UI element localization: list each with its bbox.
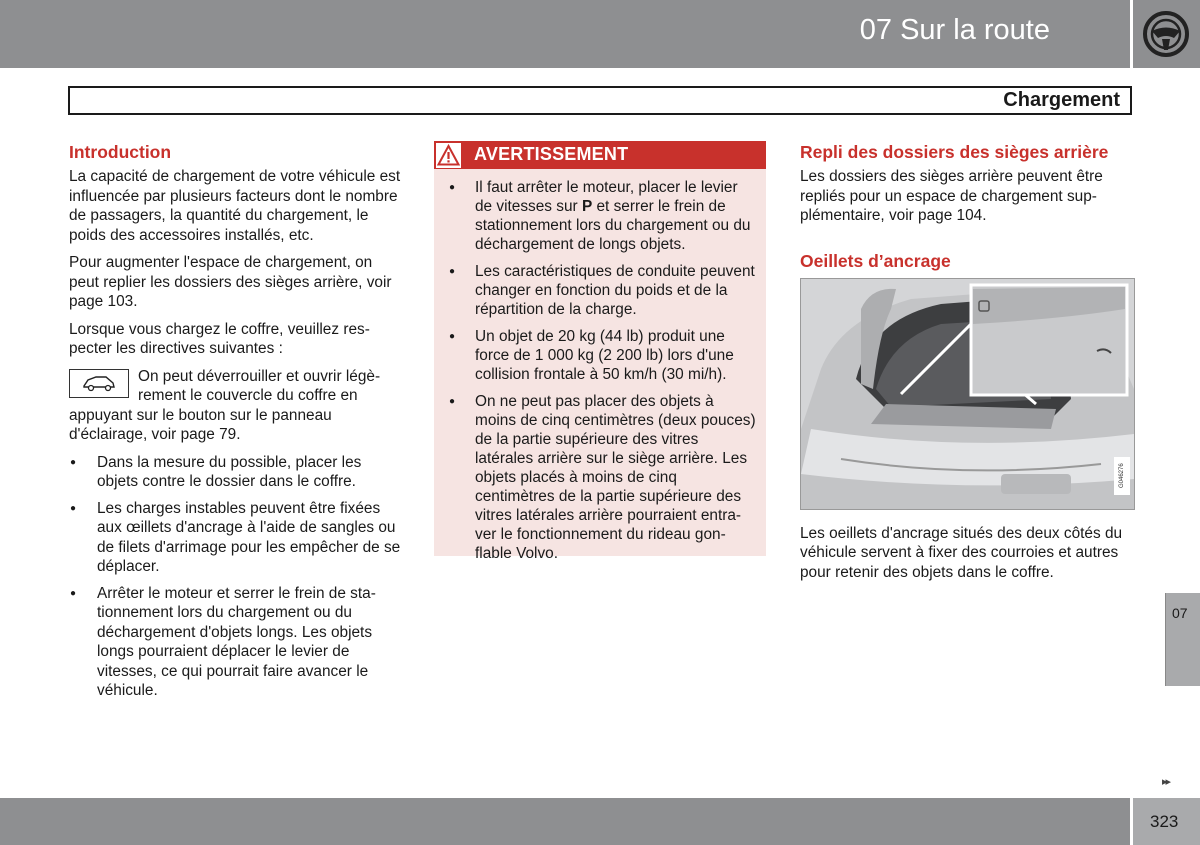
list-item: ● Un objet de 20 kg (44 lb) produit une force de 1 000 kg (2 200 lb) lors d'une collision frontale à 50 km/h (30 mi/h). — [448, 327, 756, 384]
header-bar — [0, 0, 1130, 68]
page-number: 323 — [1150, 812, 1179, 831]
intro-heading: Introduction — [69, 142, 172, 162]
tailgate-note-text: On peut déverrouiller et ouvrir légèrement le couvercle du coffre en appuyant sur le bouton sur le panneau d'éclairage, voir page 79. — [69, 367, 381, 443]
seat-fold-heading: Repli des dossiers des sièges arrière — [800, 142, 1109, 162]
chapter-icon-box — [1133, 0, 1200, 68]
warning-title: AVERTISSEMENT — [474, 144, 629, 164]
section-header — [68, 86, 1132, 115]
side-tab-label: 07 — [1172, 605, 1188, 621]
list-item: ● Dans la mesure du possible, placer les objets contre le dossier dans le coffre. — [69, 453, 404, 492]
warning-box — [434, 141, 766, 562]
list-item: ● Arrêter le moteur et serrer le frein de stationnement lors du chargement ou du déchargement d'objets longs. Les objets longs pourraient déplacer le levier de vitesses, ce qui pourrait faire avancer le véhicule. — [69, 584, 404, 701]
right-column — [800, 141, 1125, 590]
image-code: G046276 — [1114, 457, 1130, 495]
anchor-caption: Les oeillets d'ancrage situés des deux côtés du véhicule servent à fixer des courroies et autres pour retenir des objets dans le coffre. — [800, 524, 1123, 581]
list-item: ● Il faut arrêter le moteur, placer le levier de vitesses sur P et serrer le frein de stationnement lors du chargement ou du déchargement de longs objets. — [448, 178, 756, 254]
list-item: ● Les caractéristiques de conduite peuvent changer en fonction du poids et de la répartition de la charge. — [448, 262, 756, 319]
tailgate-button-box — [69, 369, 129, 398]
next-page-icon: ▸▸ — [1162, 776, 1170, 788]
intro-paragraph-3: Lorsque vous chargez le coffre, veuillez respecter les directives suivantes : — [69, 320, 370, 357]
intro-paragraph-1: La capacité de chargement de votre véhicule est influencée par plusieurs facteurs dont le nombre de passagers, la quantité du chargement, le poids des accessoires installés, etc. — [69, 168, 401, 244]
car-trunk-illustration — [801, 279, 1134, 509]
section-title: Chargement — [1003, 89, 1120, 111]
seat-fold-paragraph: Les dossiers des sièges arrière peuvent être repliés pour un espace de chargement supplémentaire, voir page 104. — [800, 168, 1103, 224]
list-item: ● On ne peut pas placer des objets à moins de cinq centimètres (deux pouces) de la partie supérieure des vitres latérales arrière sur le siège arrière. Les objets placés à moins de cinq centimètres de la partie supérieure des vitres latérales arrière pourraient entraver le fonctionnement du rideau gonflable Volvo. — [448, 392, 756, 563]
chapter-side-tab — [1165, 593, 1200, 686]
anchor-heading: Oeillets d’ancrage — [800, 250, 951, 271]
intro-column — [69, 141, 404, 708]
tailgate-note — [69, 367, 404, 445]
warning-triangle-icon — [437, 144, 460, 167]
car-tailgate-icon — [82, 374, 116, 392]
warning-bullet-list — [434, 169, 766, 563]
warning-header — [434, 141, 766, 169]
chapter-title: 07 Sur la route — [859, 14, 1050, 46]
intro-paragraph-2: Pour augmenter l'espace de chargement, on peut replier les dossiers des sièges arrière, voir page 103. — [69, 254, 392, 310]
trunk-anchor-illustration — [800, 278, 1135, 510]
warning-triangle-box — [436, 143, 461, 168]
intro-bullet-list — [69, 453, 404, 701]
footer-bar — [0, 798, 1130, 845]
steering-wheel-icon — [1141, 9, 1191, 59]
list-item: ● Les charges instables peuvent être fixées aux œillets d'ancrage à l'aide de sangles ou de filets d'arrimage pour les empêcher de se déplacer. — [69, 499, 404, 577]
page-number-box — [1133, 798, 1200, 845]
